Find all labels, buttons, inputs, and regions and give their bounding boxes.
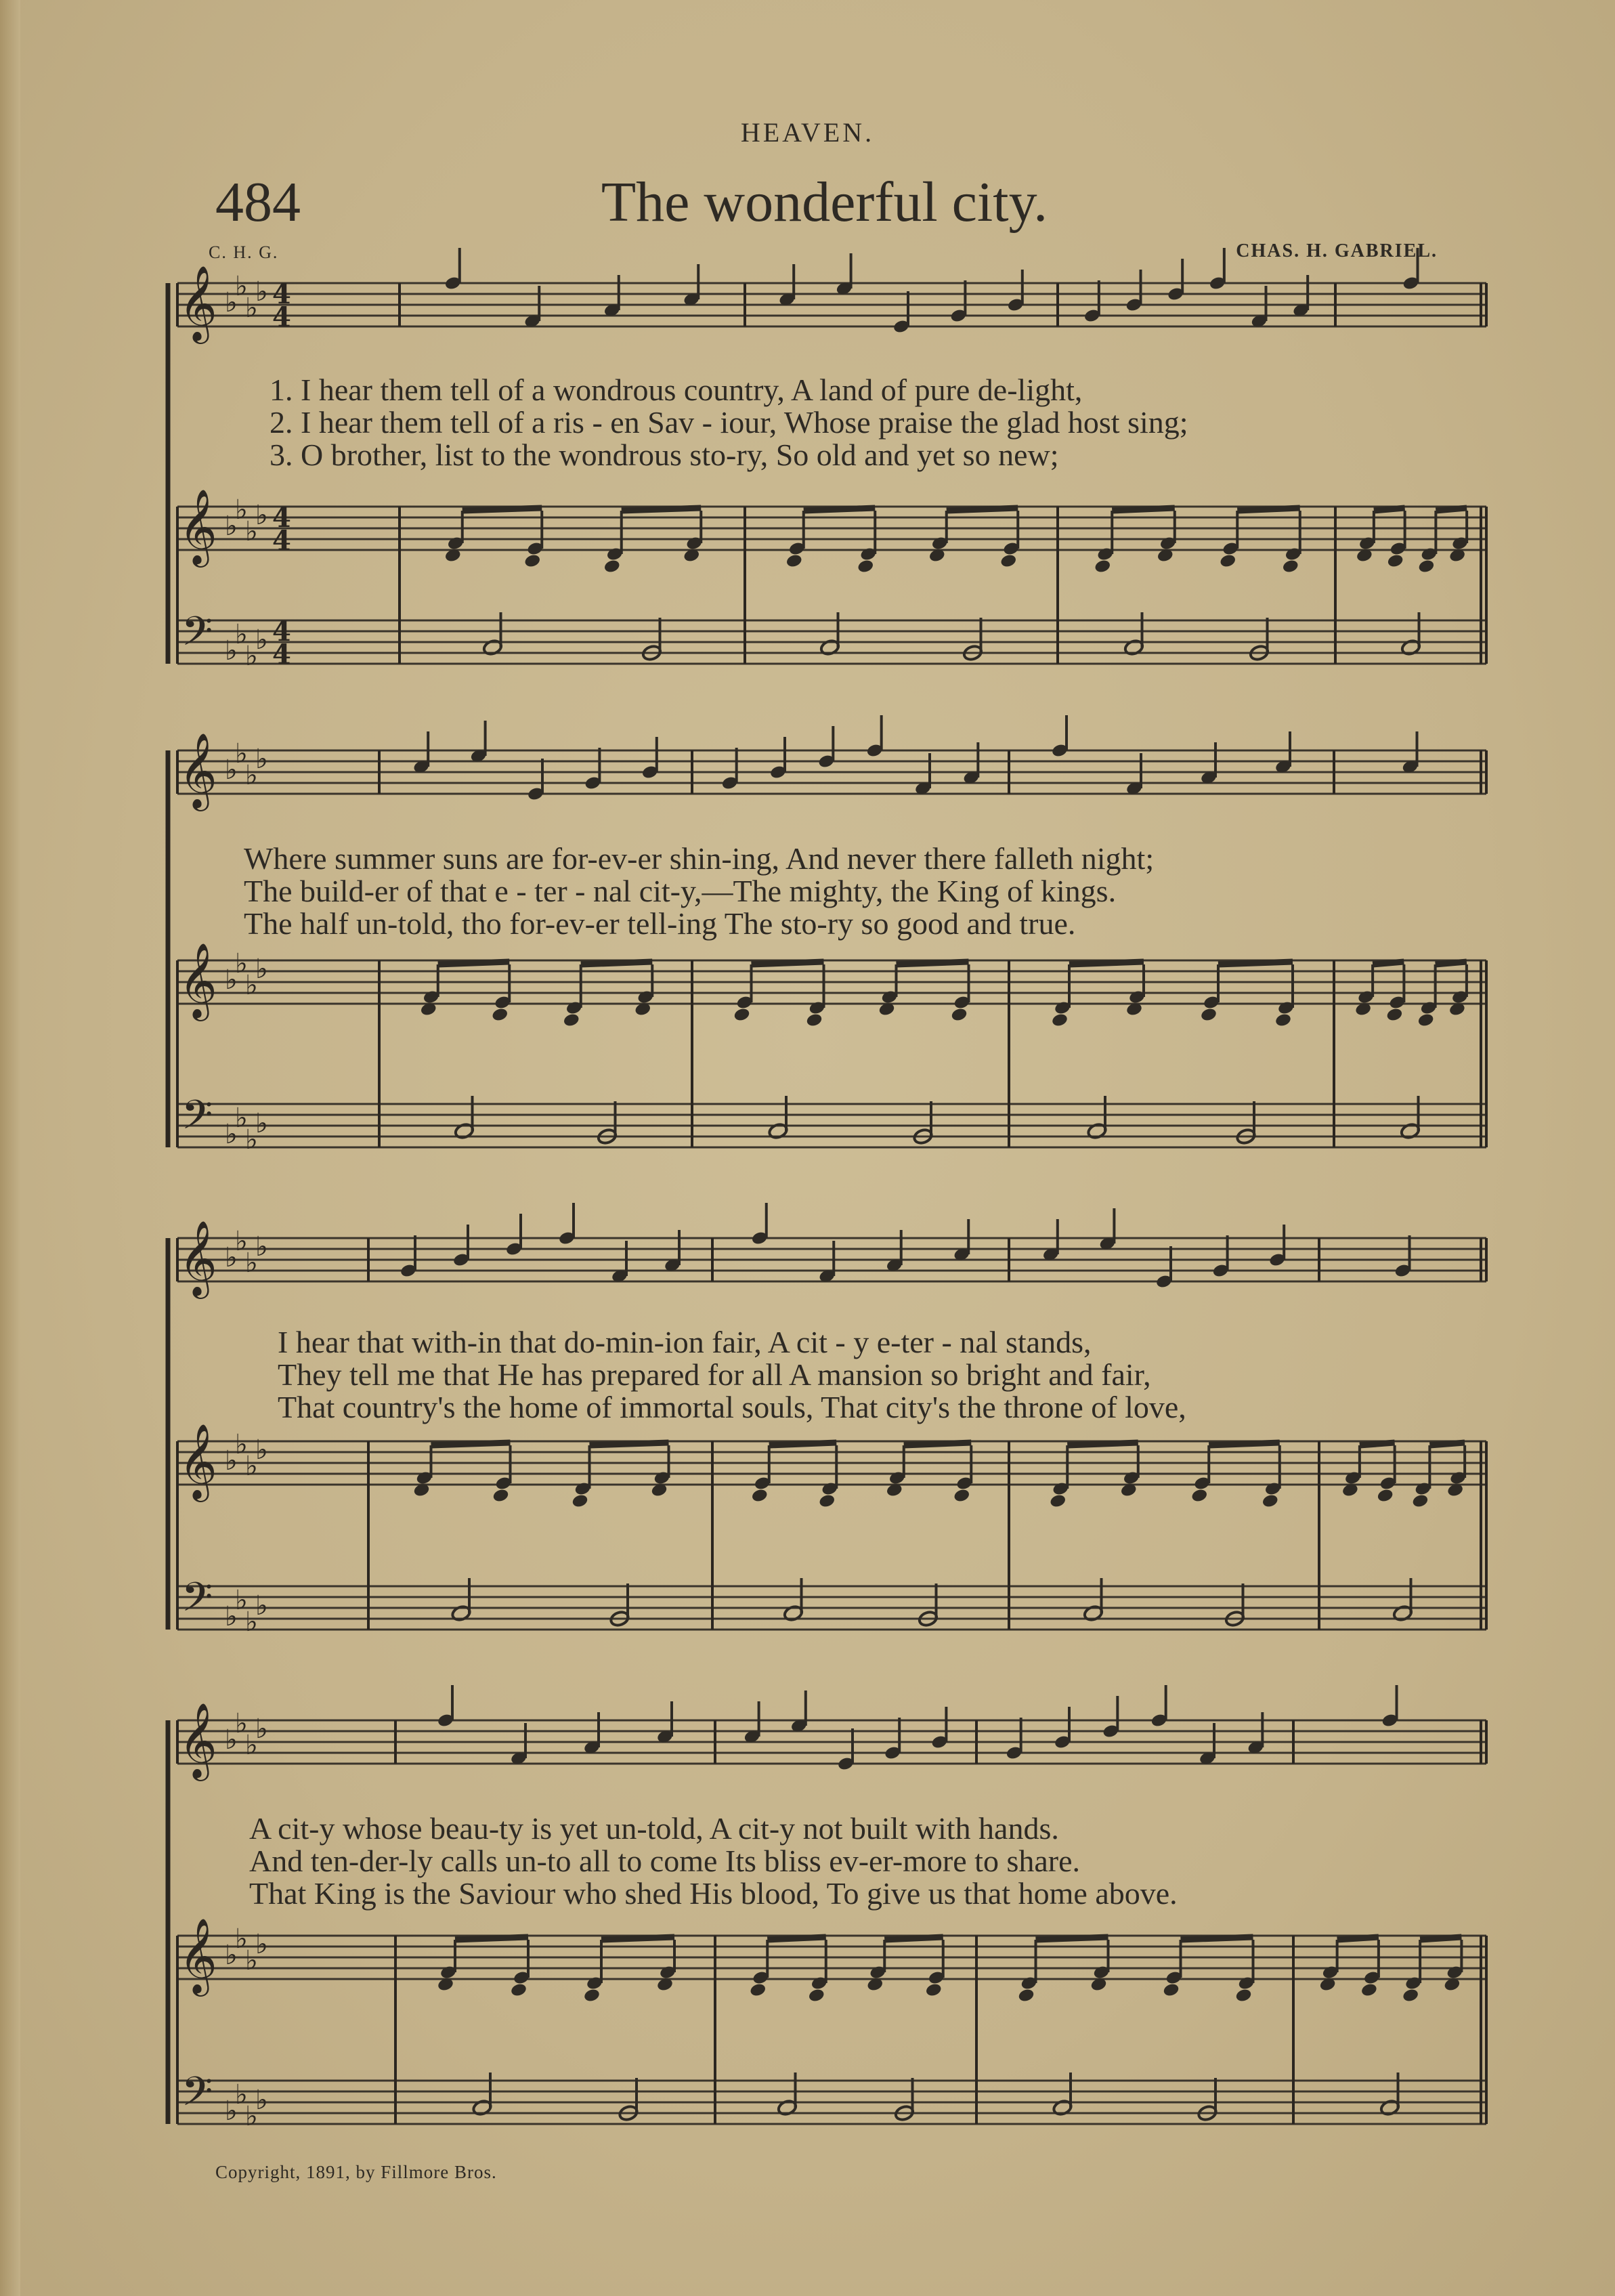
beam (590, 1443, 669, 1445)
bass-clef: 𝄢 (181, 1091, 213, 1148)
beam (897, 962, 969, 964)
flat-sign: ♭ (225, 510, 238, 542)
flat-sign: ♭ (235, 1225, 248, 1257)
composer-credit: CHAS. H. GABRIEL. (1236, 240, 1438, 261)
note-head (1049, 1493, 1067, 1509)
copyright-notice: Copyright, 1891, by Fillmore Bros. (215, 2162, 497, 2182)
note-head (751, 1488, 769, 1504)
flat-sign: ♭ (245, 1944, 258, 1976)
note-head (1190, 1488, 1208, 1504)
beam (1209, 1443, 1280, 1445)
verse-line: 2. I hear them tell of a ris - en Sav - iour, Whose praise the glad host sing; (270, 405, 1188, 440)
note-head (583, 1988, 601, 2003)
note-head (491, 1007, 509, 1023)
flat-sign: ♭ (235, 738, 248, 769)
note-head (805, 1013, 823, 1028)
treble-clef: 𝄞 (179, 1423, 217, 1499)
flat-sign: ♭ (225, 964, 238, 996)
flat-sign: ♭ (235, 1102, 248, 1134)
time-signature-bottom: 4 (272, 301, 291, 333)
note-head (1387, 553, 1404, 569)
beam (1429, 1443, 1465, 1445)
note-head (733, 1007, 750, 1023)
beam (581, 962, 653, 964)
beam (767, 1937, 826, 1940)
beam (1067, 1443, 1138, 1445)
flat-sign: ♭ (245, 292, 258, 324)
note-head (1402, 1988, 1419, 2003)
verse-line: I hear that with-in that do-min-ion fair, A cit - y e-ter - nal stands, (278, 1325, 1092, 1359)
bass-clef: 𝄢 (181, 608, 213, 664)
note-head (1282, 559, 1299, 574)
note-head (603, 559, 621, 574)
flat-sign: ♭ (245, 1606, 258, 1638)
note-head (925, 1982, 943, 1998)
flat-sign: ♭ (255, 624, 268, 656)
note-head (999, 553, 1017, 569)
note-head (808, 1988, 825, 2003)
beam (1112, 508, 1175, 511)
flat-sign: ♭ (235, 1707, 248, 1739)
note-head (1234, 1988, 1252, 2003)
flat-sign: ♭ (225, 1724, 238, 1756)
note-head (1162, 1982, 1180, 1998)
beam (622, 508, 702, 511)
flat-sign: ♭ (225, 1241, 238, 1273)
beam (1337, 1937, 1379, 1940)
note-head (1051, 1013, 1069, 1028)
flat-sign: ♭ (245, 1729, 258, 1761)
flat-sign: ♭ (225, 1939, 238, 1971)
beam (1069, 962, 1144, 964)
flat-sign: ♭ (255, 953, 268, 985)
flat-sign: ♭ (235, 2079, 248, 2110)
beam (431, 1443, 511, 1445)
bass-clef: 𝄢 (181, 2068, 213, 2125)
beam (601, 1937, 674, 1940)
treble-clef: 𝄞 (179, 942, 217, 1018)
treble-clef: 𝄞 (179, 1220, 217, 1296)
verse-line: A cit-y whose beau-ty is yet un-told, A cit-y not built with hands. (249, 1811, 1059, 1846)
note-head (1377, 1488, 1394, 1504)
time-signature-bottom: 4 (272, 639, 291, 671)
flat-sign: ♭ (255, 1713, 268, 1745)
treble-clef: 𝄞 (179, 1702, 217, 1778)
beam (1181, 1937, 1253, 1940)
note-head (1274, 1013, 1292, 1028)
flat-sign: ♭ (225, 1600, 238, 1632)
flat-sign: ♭ (255, 1928, 268, 1960)
flat-sign: ♭ (245, 1450, 258, 1482)
verse-line: The build-er of that e - ter - nal cit-y,—The mighty, the King of kings. (244, 874, 1117, 908)
flat-sign: ♭ (235, 270, 248, 302)
beam (462, 508, 542, 511)
flat-sign: ♭ (225, 2095, 238, 2127)
flat-sign: ♭ (255, 1231, 268, 1262)
note-head (523, 553, 541, 569)
note-head (785, 553, 803, 569)
note-head (857, 559, 874, 574)
beam (1237, 508, 1300, 511)
verse-line: The half un-told, tho for-ev-er tell-ing The sto-ry so good and true. (244, 906, 1076, 941)
note-head (1411, 1493, 1429, 1509)
time-signature-bottom: 4 (272, 525, 291, 557)
note-head (950, 1007, 968, 1023)
flat-sign: ♭ (255, 1107, 268, 1139)
note-head (1385, 1007, 1403, 1023)
note-head (563, 1013, 580, 1028)
note-head (1360, 1982, 1378, 1998)
beam (769, 1443, 837, 1445)
verse-line: That country's the home of immortal souls, That city's the throne of love, (278, 1390, 1186, 1424)
flat-sign: ♭ (245, 1247, 258, 1279)
note-head (749, 1982, 767, 1998)
beam (1036, 1937, 1108, 1940)
beam (438, 962, 510, 964)
treble-clef: 𝄞 (179, 1917, 217, 1993)
note-head (1417, 1013, 1435, 1028)
bass-clef: 𝄢 (181, 1573, 213, 1630)
treble-clef: 𝄞 (179, 488, 217, 564)
verse-line: Where summer suns are for-ev-er shin-ing, And never there falleth night; (244, 841, 1155, 876)
flat-sign: ♭ (245, 2100, 258, 2132)
flat-sign: ♭ (245, 1124, 258, 1155)
flat-sign: ♭ (255, 1590, 268, 1621)
flat-sign: ♭ (225, 286, 238, 318)
flat-sign: ♭ (255, 499, 268, 531)
note-head (571, 1493, 588, 1509)
flat-sign: ♭ (235, 1584, 248, 1616)
beam (1436, 508, 1467, 511)
flat-sign: ♭ (255, 1434, 268, 1466)
beam (455, 1937, 528, 1940)
note-head (1017, 1988, 1035, 2003)
beam (947, 508, 1018, 511)
note-head (818, 1493, 836, 1509)
beam (1420, 1937, 1461, 1940)
verse-line: They tell me that He has prepared for all A mansion so bright and fair, (278, 1357, 1151, 1392)
flat-sign: ♭ (245, 515, 258, 547)
hymn-title: The wonderful city. (601, 171, 1048, 234)
section-title: HEAVEN. (740, 117, 875, 148)
beam (884, 1937, 943, 1940)
flat-sign: ♭ (235, 494, 248, 526)
note-head (1200, 1007, 1218, 1023)
flat-sign: ♭ (225, 1445, 238, 1476)
flat-sign: ♭ (255, 743, 268, 775)
beam (1374, 508, 1405, 511)
beam (804, 508, 876, 511)
note-head (1219, 553, 1236, 569)
time-signature-top: 4 (272, 502, 291, 534)
verse-line: 1. I hear them tell of a wondrous country, A land of pure de-light, (270, 373, 1083, 407)
note-head (953, 1488, 970, 1504)
hymn-number: 484 (215, 171, 301, 234)
verse-line: And ten-der-ly calls un-to all to come Its bliss ev-er-more to share. (249, 1844, 1080, 1878)
flat-sign: ♭ (235, 618, 248, 650)
beam (1218, 962, 1293, 964)
flat-sign: ♭ (255, 2084, 268, 2116)
flat-sign: ♭ (235, 1923, 248, 1955)
note-head (1417, 559, 1435, 574)
flat-sign: ♭ (225, 1118, 238, 1150)
verse-line: 3. O brother, list to the wondrous sto-ry, So old and yet so new; (270, 438, 1059, 472)
flat-sign: ♭ (235, 948, 248, 979)
beam (1436, 962, 1467, 964)
verse-line: That King is the Saviour who shed His blood, To give us that home above. (249, 1876, 1178, 1911)
time-signature-top: 4 (272, 616, 291, 647)
beam (1360, 1443, 1395, 1445)
flat-sign: ♭ (245, 759, 258, 791)
note-head (492, 1488, 509, 1504)
beam (1373, 962, 1404, 964)
flat-sign: ♭ (235, 1428, 248, 1460)
flat-sign: ♭ (225, 635, 238, 666)
treble-clef: 𝄞 (179, 265, 217, 341)
flat-sign: ♭ (245, 969, 258, 1001)
beam (904, 1443, 972, 1445)
note-head (1094, 559, 1111, 574)
flat-sign: ♭ (245, 640, 258, 672)
treble-clef: 𝄞 (179, 732, 217, 808)
flat-sign: ♭ (225, 754, 238, 786)
time-signature-top: 4 (272, 278, 291, 310)
note-head (510, 1982, 527, 1998)
lyricist-credit: C. H. G. (209, 242, 279, 262)
beam (752, 962, 824, 964)
flat-sign: ♭ (255, 276, 268, 307)
note-head (1262, 1493, 1279, 1509)
